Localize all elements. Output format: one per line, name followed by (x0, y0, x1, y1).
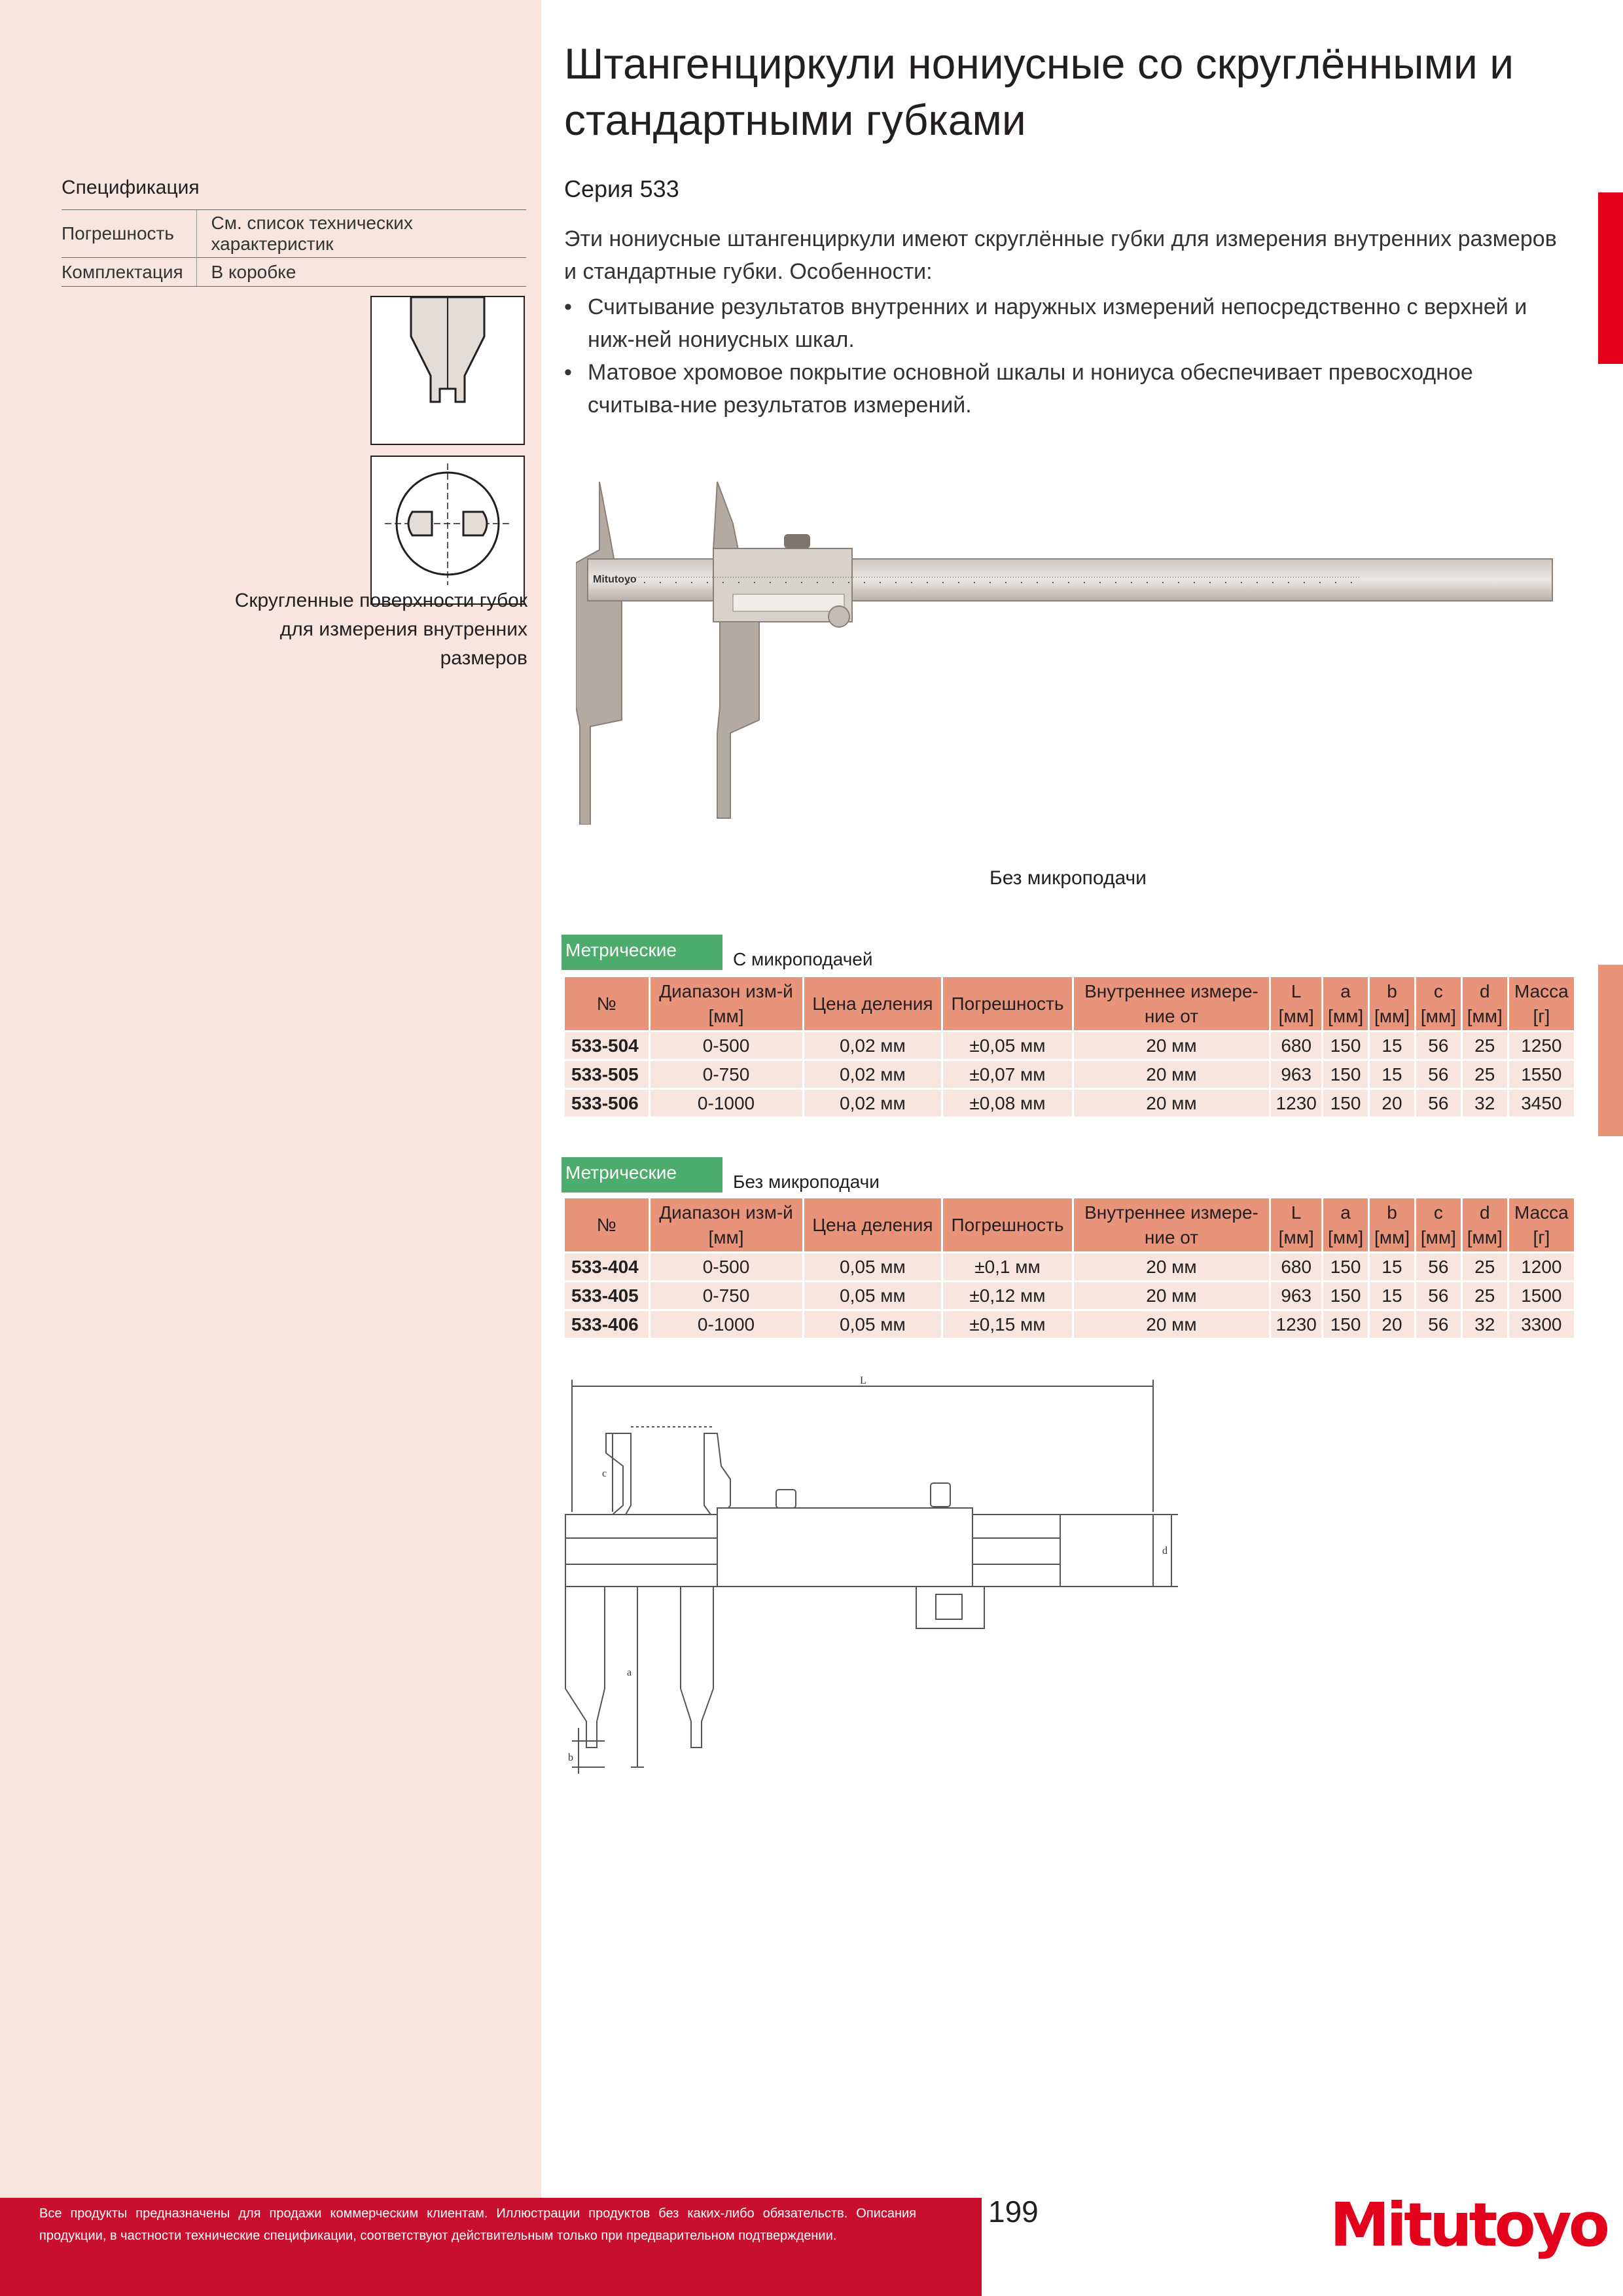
column-header-unit: ние от (1144, 1005, 1199, 1026)
order-number-cell: 533-506 (564, 1089, 650, 1118)
feature-item: • Матовое хромовое покрытие основной шкалы и нониуса обеспечивает превосходное считыва-ние результатов измерений. (564, 356, 1559, 422)
column-header-unit: [г] (1533, 1227, 1550, 1247)
table-cell: 56 (1415, 1282, 1461, 1310)
column-header-unit: [мм] (1374, 1005, 1410, 1026)
table-cell: 1230 (1270, 1310, 1323, 1339)
table-cell: 25 (1461, 1282, 1508, 1310)
column-header-unit: [мм] (1278, 1005, 1314, 1026)
column-header-line: Масса (1514, 980, 1569, 1001)
column-header (1073, 977, 1270, 1031)
table-cell: ±0,07 мм (942, 1060, 1073, 1089)
table-cell: 680 (1270, 1253, 1323, 1282)
table-cell: 32 (1461, 1310, 1508, 1339)
column-header (1073, 1198, 1270, 1253)
spec-value: См. список технических характеристик (196, 210, 526, 258)
table-cell: 963 (1270, 1060, 1323, 1089)
table-row (564, 1089, 1575, 1118)
table-cell: 32 (1461, 1089, 1508, 1118)
rounded-jaw-section-illustration (372, 457, 524, 603)
table-cell: 0-750 (649, 1282, 803, 1310)
column-header (564, 1198, 650, 1253)
spec-row (62, 258, 526, 287)
table-row (564, 1060, 1575, 1089)
column-header (803, 977, 942, 1031)
table-cell: 0,02 мм (803, 1060, 942, 1089)
column-header-line: a (1340, 1202, 1351, 1223)
spec-key: Погрешность (62, 210, 196, 258)
column-header-line: L (1291, 980, 1302, 1001)
table-row (564, 1282, 1575, 1310)
spec-row (62, 210, 526, 258)
column-header-line: Цена деления (812, 1214, 933, 1235)
table-cell: 25 (1461, 1253, 1508, 1282)
column-header-unit: [мм] (1278, 1227, 1314, 1247)
column-header-line: № (596, 993, 616, 1014)
column-header (1369, 1198, 1416, 1253)
spec-title: Спецификация (62, 177, 200, 198)
spec-value: В коробке (196, 258, 526, 287)
intro-text: Эти нониусные штангенциркули имеют скруглённые губки для измерения внутренних размеров и стандартные губки. Особенности: (564, 226, 1557, 284)
table-cell: 15 (1369, 1282, 1416, 1310)
column-header (1508, 977, 1575, 1031)
order-number-cell: 533-505 (564, 1060, 650, 1089)
column-header (1270, 1198, 1323, 1253)
table-cell: 0,05 мм (803, 1282, 942, 1310)
metric-tag: Метрические (562, 935, 722, 970)
table-cell: 1500 (1508, 1282, 1575, 1310)
dimension-label-c: c (602, 1468, 607, 1479)
table-cell: 150 (1323, 1089, 1369, 1118)
column-header (803, 1198, 942, 1253)
column-header (1461, 977, 1508, 1031)
table-cell: 150 (1323, 1253, 1369, 1282)
column-header-line: a (1340, 980, 1351, 1001)
table-cell: 0,05 мм (803, 1253, 942, 1282)
table-cell: 1550 (1508, 1060, 1575, 1089)
table-cell: 20 (1369, 1089, 1416, 1118)
table-row (564, 1310, 1575, 1339)
column-header (942, 1198, 1073, 1253)
table-cell: 1200 (1508, 1253, 1575, 1282)
column-header-unit: [мм] (708, 1005, 744, 1026)
table-cell: 150 (1323, 1031, 1369, 1060)
column-header-line: Внутреннее измере- (1084, 1202, 1258, 1223)
column-header-unit: [мм] (1328, 1005, 1364, 1026)
column-header-unit: [мм] (1374, 1227, 1410, 1247)
column-header-line: Диапазон изм-й (659, 1202, 793, 1223)
feature-list (564, 291, 1559, 422)
page-number: 199 (988, 2195, 1039, 2229)
table-header-row (564, 1198, 1575, 1253)
column-header-line: Внутреннее измере- (1084, 980, 1258, 1001)
dimension-label-b: b (568, 1752, 573, 1763)
column-header-line: Погрешность (951, 1214, 1064, 1235)
table-cell: ±0,12 мм (942, 1282, 1073, 1310)
table-cell: ±0,15 мм (942, 1310, 1073, 1339)
column-header (649, 1198, 803, 1253)
table-cell: 20 мм (1073, 1031, 1270, 1060)
table-cell: 20 мм (1073, 1060, 1270, 1089)
column-header-unit: [мм] (708, 1227, 744, 1247)
column-header-unit: [мм] (1420, 1005, 1456, 1026)
column-header-line: c (1433, 1202, 1443, 1223)
table-cell: 56 (1415, 1060, 1461, 1089)
table-row (564, 1031, 1575, 1060)
dimension-label-L: L (860, 1375, 866, 1386)
column-header (649, 977, 803, 1031)
table-cell: 20 мм (1073, 1282, 1270, 1310)
table-cell: 25 (1461, 1031, 1508, 1060)
column-header-unit: [мм] (1467, 1005, 1503, 1026)
column-header (1508, 1198, 1575, 1253)
column-header-unit: ние от (1144, 1227, 1199, 1247)
column-header (1323, 977, 1369, 1031)
footer-disclaimer: Все продукты предназначены для продажи коммерческим клиентам. Иллюстрации продуктов без каких-либо обязательств. Описания продукции, в частности технические спецификации, соответствуют действительным только при предварительном подтверждении. (39, 2206, 916, 2243)
jaw-tip-illustration (372, 297, 524, 444)
column-header-line: Масса (1514, 1202, 1569, 1223)
dimension-label-a: a (627, 1667, 632, 1678)
jaw-section-thumbnail (370, 456, 525, 605)
table-cell: 963 (1270, 1282, 1323, 1310)
table-cell: 0-500 (649, 1253, 803, 1282)
series-label: Серия 533 (564, 175, 679, 202)
metric-tag: Метрические (562, 1157, 722, 1193)
order-number-cell: 533-404 (564, 1253, 650, 1282)
spec-key: Комплектация (62, 258, 196, 287)
column-header (942, 977, 1073, 1031)
column-header (1461, 1198, 1508, 1253)
column-header-line: b (1387, 980, 1397, 1001)
column-header-line: Цена деления (812, 993, 933, 1014)
column-header-line: Диапазон изм-й (659, 980, 793, 1001)
photo-brand-mark: Mitutoyo (593, 574, 637, 585)
dimension-label-d: d (1162, 1545, 1168, 1556)
table-cell: 20 мм (1073, 1310, 1270, 1339)
table-subtitle: Без микроподачи (733, 1172, 880, 1192)
column-header-unit: [мм] (1420, 1227, 1456, 1247)
column-header (1415, 977, 1461, 1031)
table-cell: 15 (1369, 1031, 1416, 1060)
brand-logo: Mitutoyo (1330, 2190, 1607, 2260)
table-cell: 20 (1369, 1310, 1416, 1339)
table-cell: 150 (1323, 1060, 1369, 1089)
column-header-line: Погрешность (951, 993, 1064, 1014)
table-cell: 3450 (1508, 1089, 1575, 1118)
column-header-unit: [мм] (1467, 1227, 1503, 1247)
jaw-detail-thumbnail (370, 296, 525, 445)
caliper-photo (576, 471, 1558, 825)
table-cell: 0-500 (649, 1031, 803, 1060)
column-header-line: d (1479, 1202, 1490, 1223)
photo-caption: Без микроподачи (990, 867, 1147, 889)
table-cell: 1250 (1508, 1031, 1575, 1060)
page-title: Штангенциркули нониусные со скруглёнными и стандартными губками (564, 39, 1514, 144)
table-cell: 680 (1270, 1031, 1323, 1060)
section-tab-salmon (1598, 965, 1623, 1136)
table-cell: 0,02 мм (803, 1031, 942, 1060)
column-header-unit: [мм] (1328, 1227, 1364, 1247)
column-header (1270, 977, 1323, 1031)
column-header-line: b (1387, 1202, 1397, 1223)
table-cell: 20 мм (1073, 1253, 1270, 1282)
column-header-line: d (1479, 980, 1490, 1001)
table-cell: ±0,08 мм (942, 1089, 1073, 1118)
table-cell: 56 (1415, 1089, 1461, 1118)
table-cell: 56 (1415, 1031, 1461, 1060)
column-header-line: L (1291, 1202, 1302, 1223)
column-header-unit: [г] (1533, 1005, 1550, 1026)
table-subtitle: С микроподачей (733, 949, 873, 969)
table-cell: 0,05 мм (803, 1310, 942, 1339)
table-cell: 15 (1369, 1253, 1416, 1282)
table-cell: ±0,05 мм (942, 1031, 1073, 1060)
spec-table-no-micro-feed (563, 1196, 1576, 1340)
order-number-cell: 533-406 (564, 1310, 650, 1339)
table-cell: 3300 (1508, 1310, 1575, 1339)
table-cell: 15 (1369, 1060, 1416, 1089)
table-cell: 0-1000 (649, 1089, 803, 1118)
table-cell: 56 (1415, 1310, 1461, 1339)
column-header (1369, 977, 1416, 1031)
table-cell: 20 мм (1073, 1089, 1270, 1118)
column-header (564, 977, 650, 1031)
table-cell: 0-750 (649, 1060, 803, 1089)
spec-table (62, 209, 526, 287)
table-cell: 0-1000 (649, 1310, 803, 1339)
table-cell: 0,02 мм (803, 1089, 942, 1118)
table-row (564, 1253, 1575, 1282)
column-header-line: c (1433, 980, 1443, 1001)
order-number-cell: 533-504 (564, 1031, 650, 1060)
table-cell: 150 (1323, 1310, 1369, 1339)
feature-item: • Считывание результатов внутренних и наружных измерений непосредственно с верхней и ниж-ней нониусных шкал. (564, 291, 1559, 356)
spec-table-micro-feed (563, 975, 1576, 1119)
table-cell: 150 (1323, 1282, 1369, 1310)
column-header (1415, 1198, 1461, 1253)
order-number-cell: 533-405 (564, 1282, 650, 1310)
table-cell: 1230 (1270, 1089, 1323, 1118)
section-tab-red (1598, 192, 1623, 364)
table-cell: ±0,1 мм (942, 1253, 1073, 1282)
table-cell: 56 (1415, 1253, 1461, 1282)
column-header (1323, 1198, 1369, 1253)
table-header-row (564, 977, 1575, 1031)
thumbnail-caption: Скругленные поверхности губок для измерения внутренних размеров (234, 590, 527, 669)
dimension-drawing (563, 1374, 1185, 1787)
table-cell: 25 (1461, 1060, 1508, 1089)
column-header-line: № (596, 1214, 616, 1235)
